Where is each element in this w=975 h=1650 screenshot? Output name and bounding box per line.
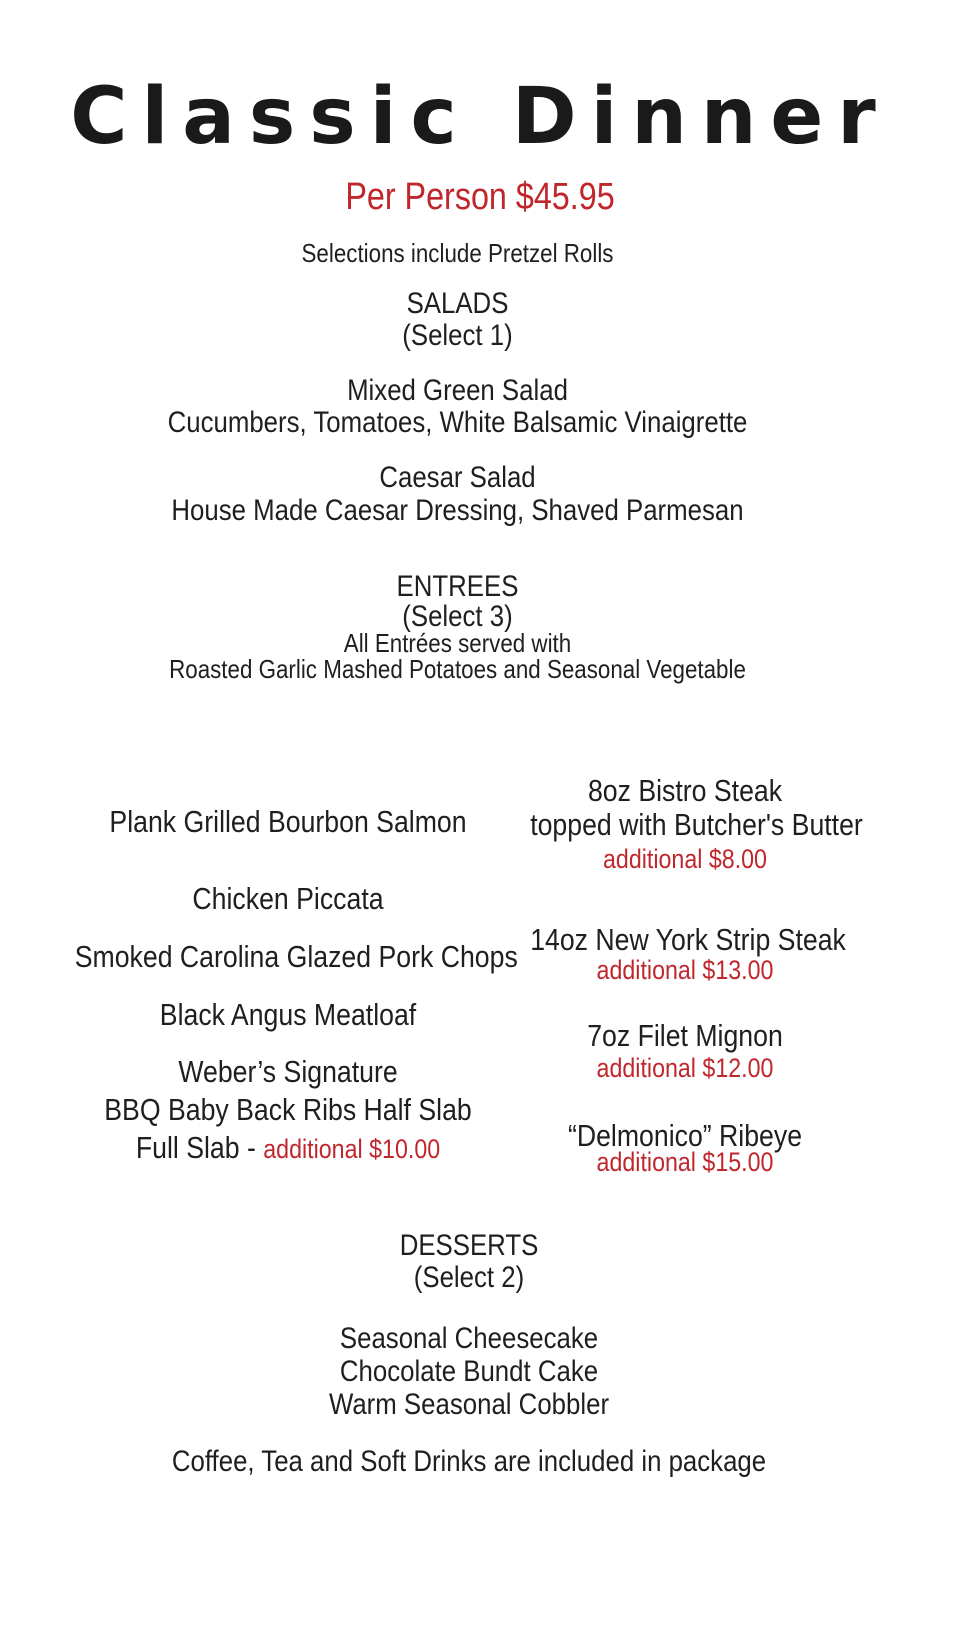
upcharge-label: additional $10.00	[263, 1134, 441, 1164]
desserts-select-count: (Select 2)	[413, 1261, 525, 1294]
entree-item	[530, 922, 846, 985]
desserts-heading: DESSERTS	[399, 1229, 539, 1262]
entree-line: 7oz Filet Mignon	[587, 1018, 783, 1053]
entree-item: Black Angus Meatloaf	[159, 997, 417, 1032]
salads-heading: SALADS	[406, 287, 509, 320]
entree-item	[530, 1020, 840, 1084]
entree-item	[530, 773, 863, 876]
entree-line: topped with Butcher's Butter	[530, 807, 863, 842]
desserts-section	[66, 1230, 873, 1294]
entree-item	[530, 1118, 840, 1177]
page-title: Classic Dinner	[70, 72, 890, 162]
salad-description: Cucumbers, Tomatoes, White Balsamic Vinaigrette	[167, 406, 748, 439]
entree-item: Chicken Piccata	[192, 881, 384, 916]
salads-select-count: (Select 1)	[402, 319, 513, 352]
entree-item: Plank Grilled Bourbon Salmon	[109, 804, 467, 839]
salad-item	[64, 461, 851, 527]
entree-item-ribs	[75, 1053, 502, 1168]
entrees-note-line: Roasted Garlic Mashed Potatoes and Seasonal Vegetable	[169, 654, 746, 684]
entrees-note-line: All Entrées served with	[343, 628, 572, 658]
entree-line: “Delmonico” Ribeye	[567, 1118, 803, 1153]
salads-section	[64, 288, 851, 352]
entrees-note	[64, 630, 851, 682]
desserts-list	[66, 1322, 873, 1421]
upcharge-label: additional $15.00	[596, 1147, 774, 1177]
dessert-item: Warm Seasonal Cobbler	[328, 1388, 610, 1421]
salad-name: Caesar Salad	[379, 461, 536, 494]
entree-line: BBQ Baby Back Ribs Half Slab	[104, 1092, 472, 1127]
upcharge-label: additional $13.00	[596, 955, 774, 985]
entrees-select-count: (Select 3)	[402, 600, 513, 633]
entree-item: Smoked Carolina Glazed Pork Chops	[74, 939, 518, 974]
footer-note: Coffee, Tea and Soft Drinks are included in package	[171, 1445, 767, 1478]
entree-line: Weber’s Signature	[178, 1054, 398, 1089]
intro-note: Selections include Pretzel Rolls	[301, 238, 614, 268]
entree-line	[75, 1129, 502, 1168]
upcharge-label: additional $12.00	[596, 1053, 774, 1083]
upcharge-label: additional $8.00	[603, 844, 767, 874]
entrees-section	[64, 572, 851, 632]
entree-line: 8oz Bistro Steak	[587, 773, 783, 808]
price-per-person: Per Person $45.95	[345, 176, 615, 218]
dessert-item: Seasonal Cheesecake	[339, 1322, 599, 1355]
entree-line-text: Full Slab -	[135, 1130, 264, 1165]
salad-item	[64, 375, 851, 439]
salad-description: House Made Caesar Dressing, Shaved Parmesan	[171, 494, 744, 527]
dessert-item: Chocolate Bundt Cake	[339, 1355, 599, 1388]
entrees-heading: ENTREES	[396, 570, 519, 603]
salad-name: Mixed Green Salad	[347, 374, 568, 407]
entree-line: 14oz New York Strip Steak	[530, 922, 846, 957]
